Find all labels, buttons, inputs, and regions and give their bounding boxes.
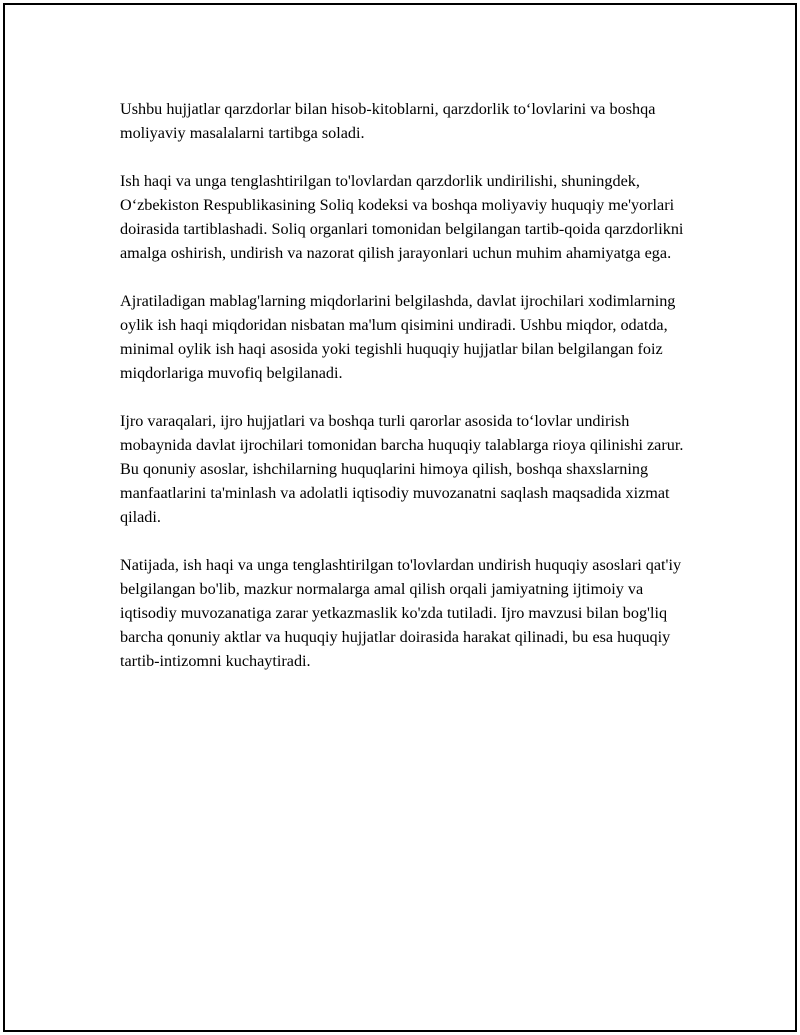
document-page <box>3 3 797 1032</box>
paragraph-4: Ijro varaqalari, ijro hujjatlari va boshqa turli qarorlar asosida to‘lovlar undirish mobaynida davlat ijrochilari tomonidan barcha huquqiy talablarga rioya qilinishi zarur. Bu qonuniy asoslar, ishchilarning huquqlarini himoya qilish, boshqa shaxslarning manfaatlarini ta'minlash va adolatli iqtisodiy muvozanatni saqlash maqsadida xizmat qiladi. <box>120 412 684 526</box>
paragraph-1: Ushbu hujjatlar qarzdorlar bilan hisob-kitoblarni, qarzdorlik to‘lovlarini va boshqa moliyaviy masalalarni tartibga soladi. <box>120 100 656 142</box>
paragraph-5: Natijada, ish haqi va unga tenglashtirilgan to'lovlardan undirish huquqiy asoslari qat'iy belgilangan bo'lib, mazkur normalarga amal qilish orqali jamiyatning ijtimoiy va iqtisodiy muvozanatiga zarar yetkazmaslik ko'zda tutiladi. Ijro mavzusi bilan bog'liq barcha qonuniy aktlar va huquqiy hujjatlar doirasida harakat qilinadi, bu esa huquqiy tartib-intizomni kuchaytiradi. <box>120 556 682 670</box>
paragraph-2: Ish haqi va unga tenglashtirilgan to'lovlardan qarzdorlik undirilishi, shuningdek, O‘zbekiston Respublikasining Soliq kodeksi va boshqa moliyaviy huquqiy me'yorlari doirasida tartiblashadi. Soliq organlari tomonidan belgilangan tartib-qoida qarzdorlikni amalga oshirish, undirish va nazorat qilish jarayonlari uchun muhim ahamiyatga ega. <box>120 172 684 262</box>
paragraph-3: Ajratiladigan mablag'larning miqdorlarini belgilashda, davlat ijrochilari xodimlarning oylik ish haqi miqdoridan nisbatan ma'lum qisimini undiradi. Ushbu miqdor, odatda, minimal oylik ish haqi asosida yoki tegishli huquqiy hujjatlar bilan belgilangan foiz miqdorlariga muvofiq belgilanadi. <box>120 292 676 382</box>
document-body <box>120 97 700 697</box>
